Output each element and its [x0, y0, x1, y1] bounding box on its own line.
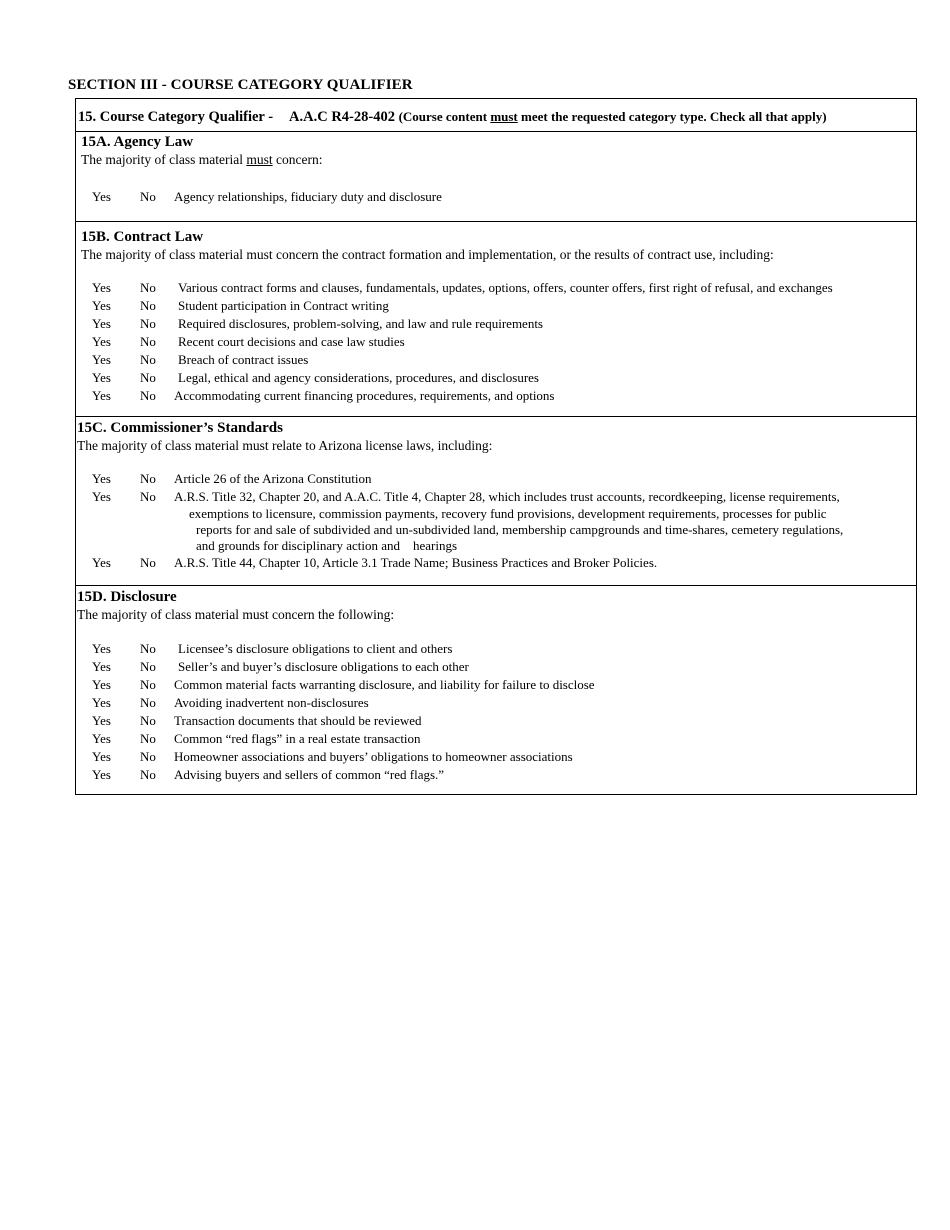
item-text: Seller’s and buyer’s disclosure obligations to each other [178, 659, 469, 674]
item-text: Common “red flags” in a real estate transaction [174, 731, 421, 746]
disclosure-intro: The majority of class material must concern the following: [77, 607, 395, 622]
no-option[interactable]: No [140, 388, 156, 403]
yes-option[interactable]: Yes [92, 298, 111, 313]
commissioners-standards-title: 15C. Commissioner’s Standards [77, 420, 283, 436]
checklist-item [76, 730, 916, 748]
item-text: Student participation in Contract writing [178, 298, 389, 313]
yes-option[interactable]: Yes [92, 641, 111, 656]
no-option[interactable]: No [140, 731, 156, 746]
item-text: Legal, ethical and agency considerations, procedures, and disclosures [178, 370, 539, 385]
checklist-item [76, 333, 916, 351]
yes-option[interactable]: Yes [92, 749, 111, 764]
contract-law-items [76, 279, 916, 405]
continuation-line: reports for and sale of subdivided and un-subdivided land, membership campgrounds and time-shares, cemetery regulations, [196, 522, 844, 537]
yes-option[interactable]: Yes [92, 731, 111, 746]
checklist-item [76, 470, 916, 488]
no-option[interactable]: No [140, 659, 156, 674]
commissioners-standards-intro: The majority of class material must relate to Arizona license laws, including: [77, 438, 493, 453]
no-option[interactable]: No [140, 555, 156, 570]
checklist-item [76, 712, 916, 730]
no-option[interactable]: No [140, 713, 156, 728]
no-option[interactable]: No [140, 298, 156, 313]
checklist-item [76, 748, 916, 766]
item-text: A.R.S. Title 32, Chapter 20, and A.A.C. Title 4, Chapter 28, which includes trust accounts, recordkeeping, license requirements, [174, 489, 840, 504]
item-text: Avoiding inadvertent non-disclosures [174, 695, 369, 710]
yes-option[interactable]: Yes [92, 555, 111, 570]
no-option[interactable]: No [140, 352, 156, 367]
yes-option[interactable]: Yes [92, 352, 111, 367]
contract-law-section [76, 222, 916, 417]
no-option[interactable]: No [140, 334, 156, 349]
yes-option[interactable]: Yes [92, 316, 111, 331]
form-header [76, 99, 916, 132]
no-option[interactable]: No [140, 677, 156, 692]
yes-option[interactable]: Yes [92, 388, 111, 403]
disclosure-title: 15D. Disclosure [77, 589, 177, 605]
item-text: Agency relationships, fiduciary duty and disclosure [174, 189, 442, 204]
yes-option[interactable]: Yes [92, 695, 111, 710]
item-text-continuation [76, 506, 916, 554]
no-option[interactable]: No [140, 370, 156, 385]
checklist-item [76, 658, 916, 676]
checklist-item [76, 369, 916, 387]
continuation-line: and grounds for disciplinary action and hearings [196, 538, 458, 553]
no-option[interactable]: No [140, 767, 156, 782]
checklist-item [76, 554, 916, 572]
item-text: Advising buyers and sellers of common “red flags.” [174, 767, 445, 782]
course-category-form [75, 98, 917, 795]
disclosure-items [76, 640, 916, 784]
checklist-item [76, 315, 916, 333]
item-text: Breach of contract issues [178, 352, 309, 367]
item-text: Article 26 of the Arizona Constitution [174, 471, 372, 486]
commissioners-standards-items [76, 470, 916, 572]
checklist-item [76, 766, 916, 784]
item-text: Recent court decisions and case law studies [178, 334, 405, 349]
yes-option[interactable]: Yes [92, 659, 111, 674]
section-title: SECTION III - COURSE CATEGORY QUALIFIER [68, 77, 413, 93]
yes-option[interactable]: Yes [92, 370, 111, 385]
no-option[interactable]: No [140, 641, 156, 656]
yes-option[interactable]: Yes [92, 767, 111, 782]
no-option[interactable]: No [140, 280, 156, 295]
no-option[interactable]: No [140, 749, 156, 764]
no-option[interactable]: No [140, 489, 156, 504]
contract-law-intro: The majority of class material must concern the contract formation and implementation, or the results of contract use, including: [81, 247, 774, 262]
agency-law-section [76, 132, 916, 222]
checklist-item [76, 188, 916, 206]
checklist-item [76, 387, 916, 405]
disclosure-section [76, 586, 916, 793]
yes-option[interactable]: Yes [92, 489, 111, 504]
item-text: A.R.S. Title 44, Chapter 10, Article 3.1 Trade Name; Business Practices and Broker Policies. [174, 555, 658, 570]
item-text: Accommodating current financing procedures, requirements, and options [174, 388, 555, 403]
item-text: Common material facts warranting disclosure, and liability for failure to disclose [174, 677, 595, 692]
no-option[interactable]: No [140, 471, 156, 486]
checklist-item [76, 488, 916, 506]
agency-law-title: 15A. Agency Law [81, 134, 194, 150]
commissioners-standards-section [76, 417, 916, 586]
checklist-item [76, 694, 916, 712]
header-label: 15. Course Category Qualifier - [78, 109, 274, 125]
yes-option[interactable]: Yes [92, 189, 111, 204]
yes-option[interactable]: Yes [92, 334, 111, 349]
item-text: Required disclosures, problem-solving, and law and rule requirements [178, 316, 543, 331]
no-option[interactable]: No [140, 316, 156, 331]
header-rule: A.A.C R4-28-402 [289, 109, 395, 125]
checklist-item [76, 676, 916, 694]
agency-law-items [76, 188, 916, 206]
continuation-line: exemptions to licensure, commission payments, recovery fund provisions, development requirements, processes for public [189, 506, 827, 521]
yes-option[interactable]: Yes [92, 280, 111, 295]
checklist-item [76, 279, 916, 297]
header-note: (Course content must meet the requested category type. Check all that apply) [398, 109, 827, 124]
item-text: Homeowner associations and buyers’ obligations to homeowner associations [174, 749, 573, 764]
checklist-item [76, 640, 916, 658]
item-text: Licensee’s disclosure obligations to client and others [178, 641, 453, 656]
yes-option[interactable]: Yes [92, 677, 111, 692]
no-option[interactable]: No [140, 695, 156, 710]
agency-law-intro: The majority of class material must concern: [81, 152, 323, 167]
item-text: Transaction documents that should be reviewed [174, 713, 422, 728]
no-option[interactable]: No [140, 189, 156, 204]
checklist-item [76, 351, 916, 369]
contract-law-title: 15B. Contract Law [81, 229, 204, 245]
checklist-item [76, 297, 916, 315]
item-text: Various contract forms and clauses, fundamentals, updates, options, offers, counter offers, first right of refusal, and exchanges [178, 280, 833, 295]
yes-option[interactable]: Yes [92, 713, 111, 728]
yes-option[interactable]: Yes [92, 471, 111, 486]
